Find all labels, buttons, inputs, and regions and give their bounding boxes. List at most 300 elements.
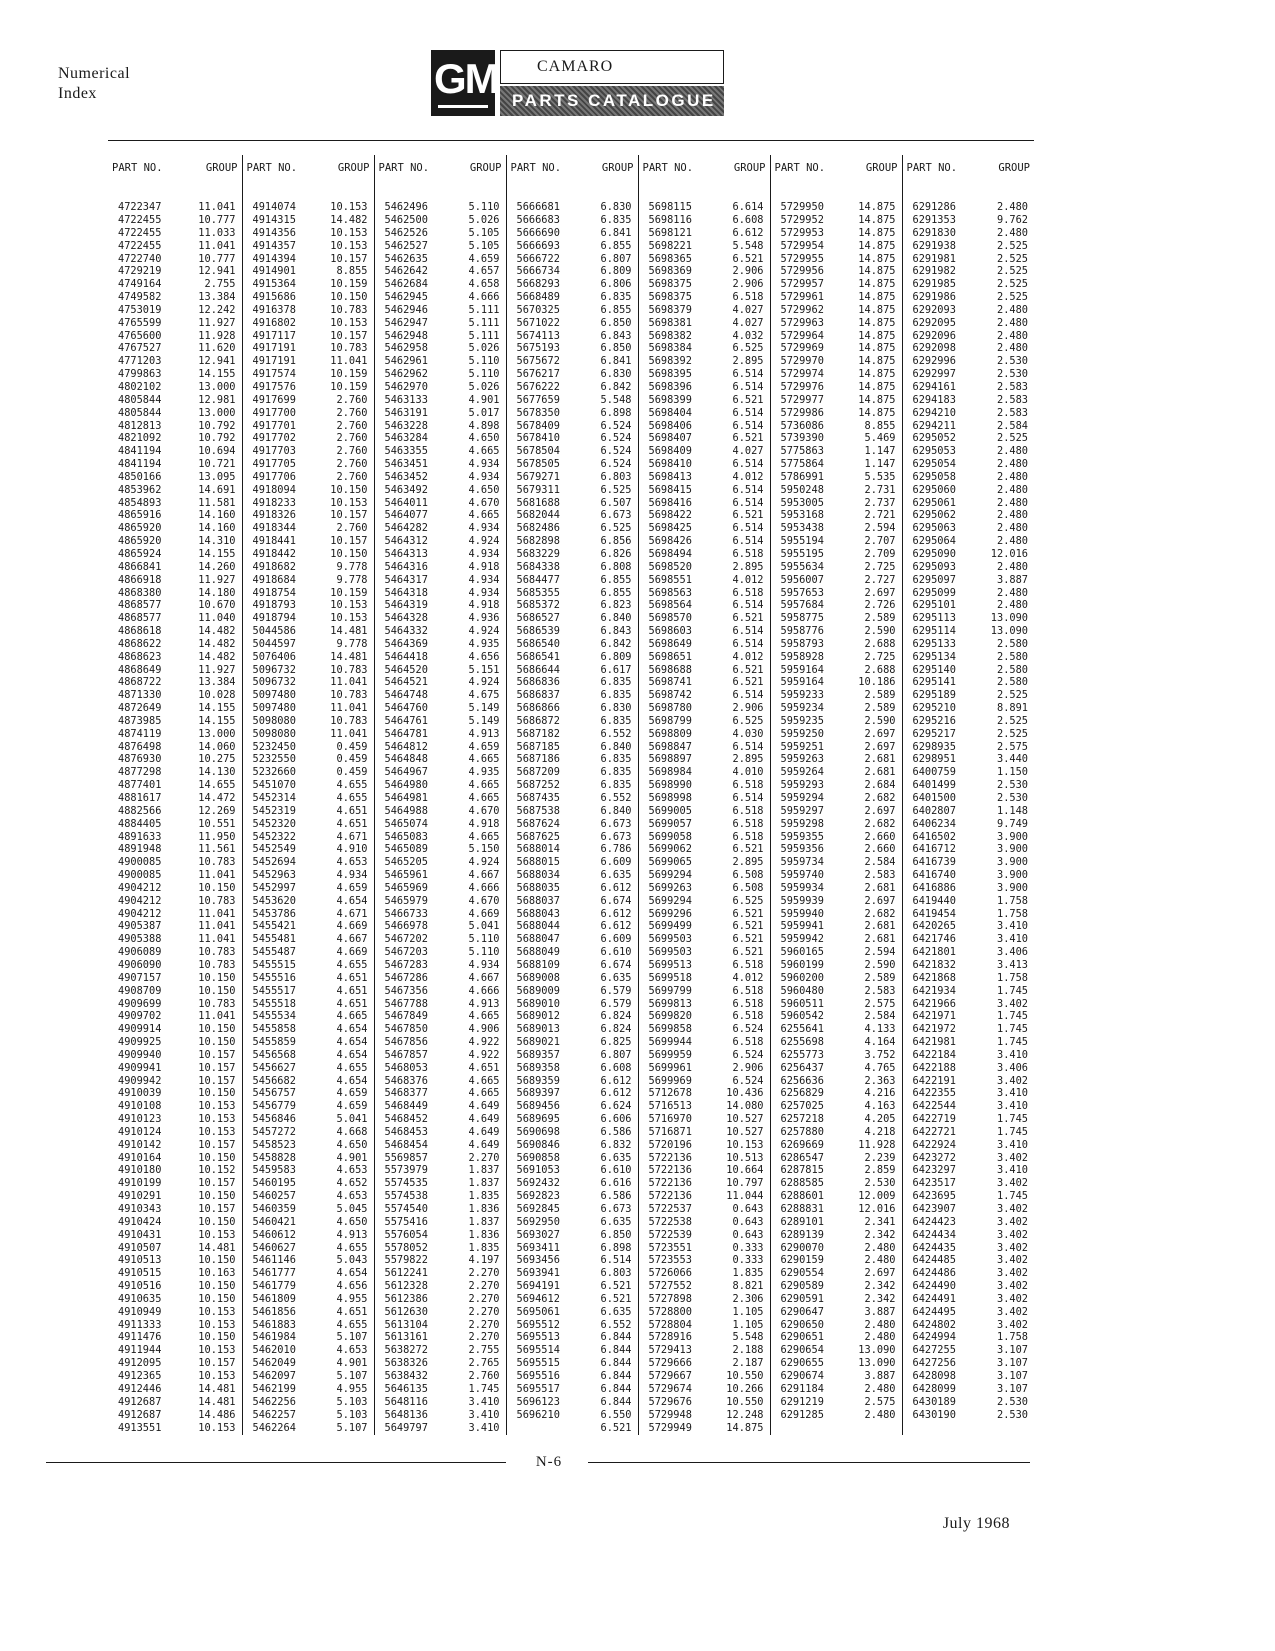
table-row — [108, 535, 1034, 548]
table-row — [108, 638, 1034, 651]
part-number-cell: 5959939 — [770, 895, 842, 908]
part-number-cell: 5698564 — [638, 600, 710, 613]
group-number-cell: 2.480 — [997, 342, 1028, 355]
part-number-cell: 5693411 — [506, 1242, 578, 1255]
group-number-cell: 10.159 — [330, 278, 368, 291]
group-number-cell: 4.924 — [468, 535, 500, 548]
group-number-cell: 6.855 — [600, 573, 632, 586]
part-number-cell: 5574535 — [374, 1178, 446, 1191]
part-number-cell: 5670325 — [506, 304, 578, 317]
part-number-cell: 6295114 — [902, 625, 974, 638]
group-number-cell: 3.900 — [997, 830, 1028, 843]
part-number-cell: 5959356 — [770, 844, 842, 857]
group-number-cell: 14.060 — [198, 740, 236, 753]
group-number-cell: 10.150 — [198, 881, 236, 894]
group-number-cell: 10.664 — [726, 1164, 764, 1177]
part-number-cell: 5950248 — [770, 484, 842, 497]
group-number-cell: 13.090 — [858, 1344, 896, 1357]
table-row — [108, 574, 1034, 587]
part-number-cell: 5678505 — [506, 458, 578, 471]
group-header: GROUP — [205, 162, 238, 174]
group-number-cell: 3.887 — [997, 573, 1028, 586]
part-number-cell: 5455481 — [242, 934, 314, 947]
group-number-cell: 11.041 — [330, 702, 368, 715]
part-number-cell: 6430189 — [902, 1396, 974, 1409]
group-number-cell: 4.205 — [864, 1113, 896, 1126]
table-row — [108, 741, 1034, 754]
group-number-cell: 6.518 — [732, 1036, 764, 1049]
group-number-cell — [974, 1422, 1034, 1435]
part-number-cell: 5468452 — [374, 1113, 446, 1126]
group-number-cell: 2.480 — [997, 560, 1028, 573]
part-number-cell: 5463451 — [374, 458, 446, 471]
part-number-cell: 5698847 — [638, 741, 710, 754]
part-number-cell: 5729674 — [638, 1383, 710, 1396]
table-row — [108, 1268, 1034, 1281]
part-number-cell: 5688034 — [506, 869, 578, 882]
group-number-cell: 2.480 — [864, 1318, 896, 1331]
part-number-cell: 5452694 — [242, 857, 314, 870]
part-number-cell: 6257025 — [770, 1101, 842, 1114]
group-number-cell: 6.507 — [600, 496, 632, 509]
group-number-cell: 14.875 — [858, 252, 896, 265]
part-number-cell: 5462010 — [242, 1345, 314, 1358]
part-number-cell: 4729219 — [118, 265, 162, 278]
group-header: GROUP — [733, 162, 766, 174]
group-number-cell: 4.913 — [468, 727, 500, 740]
table-row — [108, 368, 1034, 381]
group-number-cell: 1.745 — [997, 1125, 1028, 1138]
group-number-cell: 2.760 — [336, 406, 368, 419]
part-number-cell: 6421971 — [902, 1011, 974, 1024]
part-number-cell: 5695515 — [506, 1357, 578, 1370]
part-number-cell: 5465205 — [374, 857, 446, 870]
table-row — [108, 266, 1034, 279]
part-number-cell: 5729962 — [770, 304, 842, 317]
group-number-cell: 10.513 — [726, 1151, 764, 1164]
group-number-cell: 4.654 — [336, 894, 368, 907]
part-number-cell: 6421934 — [902, 985, 974, 998]
group-number-cell: 6.524 — [600, 419, 632, 432]
part-number-cell: 5458828 — [242, 1152, 314, 1165]
part-number-cell: 5958776 — [770, 625, 842, 638]
part-number-cell: 6291285 — [770, 1409, 842, 1422]
group-number-cell: 6.843 — [600, 625, 632, 638]
part-number-cell: 5699296 — [638, 908, 710, 921]
group-number-cell: 6.552 — [600, 727, 632, 740]
group-number-cell: 6.809 — [600, 650, 632, 663]
part-number-cell: 6295217 — [902, 728, 974, 741]
group-number-cell: 6.840 — [600, 804, 632, 817]
group-number-cell: 6.521 — [732, 432, 764, 445]
part-number-cell: 5698369 — [638, 266, 710, 279]
group-number-cell: 0.333 — [732, 1254, 764, 1267]
part-number-cell: 6292096 — [902, 330, 974, 343]
group-number-cell: 6.673 — [600, 830, 632, 843]
part-number-cell: 5959164 — [770, 677, 842, 690]
group-number-cell: 6.518 — [732, 958, 764, 971]
table-row — [108, 1216, 1034, 1229]
part-number-cell: 5678504 — [506, 446, 578, 459]
part-number-cell: 5462526 — [374, 227, 446, 240]
part-number-cell: 4918442 — [242, 548, 314, 561]
part-number-cell: 5456757 — [242, 1088, 314, 1101]
part-number-cell: 5452320 — [242, 818, 314, 831]
group-number-cell: 6.524 — [600, 458, 632, 471]
footer-divider-right — [588, 1462, 1030, 1463]
group-number-cell: 10.153 — [330, 201, 368, 214]
part-number-cell: 4722455 — [118, 239, 162, 252]
group-number-cell: 2.725 — [864, 560, 896, 573]
group-number-cell: 2.575 — [864, 1395, 896, 1408]
group-number-cell: 2.363 — [864, 1074, 896, 1087]
part-number-cell: 5688109 — [506, 959, 578, 972]
group-number-cell: 6.514 — [732, 419, 764, 432]
group-number-cell: 10.153 — [198, 1113, 236, 1126]
group-number-cell: 4.667 — [468, 971, 500, 984]
part-number-cell: 6255641 — [770, 1023, 842, 1036]
group-number-cell: 4.649 — [468, 1125, 500, 1138]
part-number-cell: 4916802 — [242, 317, 314, 330]
group-number-cell: 4.651 — [336, 817, 368, 830]
part-number-cell: 5465074 — [374, 818, 446, 831]
table-row — [108, 625, 1034, 638]
publication-date: July 1968 — [942, 1515, 1010, 1532]
group-number-cell: 13.384 — [198, 676, 236, 689]
part-number-cell: 5688044 — [506, 921, 578, 934]
part-number-cell: 5689357 — [506, 1049, 578, 1062]
table-row — [108, 779, 1034, 792]
numerical-index-table — [108, 155, 1034, 1435]
group-number-cell: 6.514 — [600, 1254, 632, 1267]
group-number-cell: 4.012 — [732, 971, 764, 984]
part-number-cell: 6424485 — [902, 1255, 974, 1268]
group-number-cell: 11.620 — [198, 342, 236, 355]
part-number-cell: 5698780 — [638, 702, 710, 715]
part-number-cell: 5957684 — [770, 600, 842, 613]
table-row — [108, 1370, 1034, 1383]
group-number-cell: 5.151 — [468, 663, 500, 676]
part-number-cell: 5638432 — [374, 1370, 446, 1383]
table-row — [108, 818, 1034, 831]
part-number-cell: 6430190 — [902, 1409, 974, 1422]
group-number-cell: 5.110 — [468, 201, 500, 214]
part-number-cell: 4722347 — [118, 201, 162, 214]
group-number-cell: 10.150 — [198, 1331, 236, 1344]
part-number-cell: 6257218 — [770, 1113, 842, 1126]
table-row — [108, 407, 1034, 420]
group-number-cell: 6.842 — [600, 381, 632, 394]
group-number-cell: 10.157 — [330, 329, 368, 342]
part-number-cell: 5959940 — [770, 908, 842, 921]
part-number-cell: 4868618 — [118, 625, 162, 638]
group-number-cell: 3.887 — [864, 1369, 896, 1382]
group-number-cell: 14.482 — [330, 214, 368, 227]
group-number-cell: 6.514 — [732, 689, 764, 702]
group-number-cell: 6.841 — [600, 226, 632, 239]
group-number-cell: 2.341 — [864, 1215, 896, 1228]
part-number-cell: 6427256 — [902, 1357, 974, 1370]
part-number-cell: 6422924 — [902, 1139, 974, 1152]
table-row — [108, 484, 1034, 497]
part-number-cell: 6291286 — [902, 201, 974, 214]
group-number-cell: 3.402 — [997, 1074, 1028, 1087]
group-number-cell: 2.681 — [864, 881, 896, 894]
group-number-cell: 5.041 — [468, 920, 500, 933]
group-number-cell: 8.855 — [336, 265, 368, 278]
part-number-cell: 5955634 — [770, 561, 842, 574]
part-number-cell: 5959294 — [770, 792, 842, 805]
group-number-cell: 5.043 — [336, 1254, 368, 1267]
group-number-cell: 1.835 — [468, 1190, 500, 1203]
part-number-cell: 4912365 — [118, 1369, 162, 1382]
table-row — [108, 792, 1034, 805]
part-number-cell: 6427255 — [902, 1345, 974, 1358]
part-number-cell — [770, 1422, 842, 1435]
part-number-cell: 4850166 — [118, 470, 162, 483]
group-number-cell: 2.682 — [864, 907, 896, 920]
part-number-cell: 5613104 — [374, 1319, 446, 1332]
group-number-cell: 6.514 — [732, 406, 764, 419]
part-number-cell: 5464521 — [374, 677, 446, 690]
group-number-cell: 4.934 — [468, 522, 500, 535]
group-number-cell: 6.850 — [600, 1228, 632, 1241]
group-number-cell: 2.682 — [864, 792, 896, 805]
group-number-cell: 14.160 — [198, 522, 236, 535]
part-number-cell: 5690846 — [506, 1139, 578, 1152]
part-number-cell: 5687625 — [506, 831, 578, 844]
group-number-cell: 10.150 — [198, 1151, 236, 1164]
group-number-cell: 6.579 — [600, 984, 632, 997]
part-number-cell: 6295189 — [902, 690, 974, 703]
part-number-cell: 5462264 — [242, 1422, 314, 1435]
group-header: GROUP — [865, 162, 898, 174]
part-number-cell: 5687186 — [506, 754, 578, 767]
part-number-cell: 5698121 — [638, 227, 710, 240]
part-number-cell: 4906089 — [118, 946, 162, 959]
group-number-cell: 2.697 — [864, 804, 896, 817]
group-number-cell: 6.832 — [600, 1138, 632, 1151]
part-number-cell: 6402807 — [902, 805, 974, 818]
group-number-cell: 6.673 — [600, 817, 632, 830]
group-number-cell: 14.155 — [198, 547, 236, 560]
part-number-cell: 6288831 — [770, 1203, 842, 1216]
group-number-cell: 4.955 — [336, 1292, 368, 1305]
group-number-cell: 6.521 — [600, 1292, 632, 1305]
part-number-cell: 4918682 — [242, 561, 314, 574]
group-number-cell: 10.153 — [198, 1421, 236, 1434]
part-number-cell: 5694191 — [506, 1280, 578, 1293]
group-number-cell: 11.041 — [198, 1010, 236, 1023]
group-number-cell: 2.270 — [468, 1267, 500, 1280]
part-number-cell: 5689021 — [506, 1036, 578, 1049]
group-number-cell: 10.436 — [726, 1087, 764, 1100]
part-number-cell: 5695061 — [506, 1306, 578, 1319]
group-number-cell: 2.727 — [864, 573, 896, 586]
group-number-cell: 10.797 — [726, 1177, 764, 1190]
table-row — [108, 728, 1034, 741]
group-number-cell: 6.835 — [600, 291, 632, 304]
part-number-cell: 5455859 — [242, 1036, 314, 1049]
part-number-cell: 5699518 — [638, 972, 710, 985]
group-number-cell: 2.580 — [997, 676, 1028, 689]
part-number-cell: 6424423 — [902, 1216, 974, 1229]
part-number-cell: 5687209 — [506, 767, 578, 780]
part-no-header: PART NO. — [242, 155, 314, 181]
part-number-cell: 4915364 — [242, 279, 314, 292]
group-number-cell: 4.934 — [468, 958, 500, 971]
part-number-cell: 5955195 — [770, 548, 842, 561]
part-number-cell: 4917706 — [242, 471, 314, 484]
table-row — [108, 1049, 1034, 1062]
part-number-cell: 4891633 — [118, 830, 162, 843]
part-number-cell: 4912446 — [118, 1382, 162, 1395]
group-number-cell: 10.153 — [198, 1100, 236, 1113]
group-number-cell: 2.859 — [864, 1164, 896, 1177]
group-number-cell: 2.760 — [336, 458, 368, 471]
group-number-cell: 4.651 — [336, 1305, 368, 1318]
group-number-cell: 4.936 — [468, 612, 500, 625]
group-number-cell: 14.875 — [858, 291, 896, 304]
part-number-cell: 6423517 — [902, 1178, 974, 1191]
part-number-cell: 6291985 — [902, 279, 974, 292]
group-number-cell: 13.000 — [198, 406, 236, 419]
group-number-cell: 11.040 — [198, 612, 236, 625]
part-number-cell: 6290647 — [770, 1306, 842, 1319]
part-number-cell: 4910949 — [118, 1305, 162, 1318]
group-number-cell: 11.041 — [330, 676, 368, 689]
part-number-cell: 4918344 — [242, 523, 314, 536]
group-number-cell: 10.783 — [330, 303, 368, 316]
part-number-cell: 5699058 — [638, 831, 710, 844]
part-number-cell: 5460627 — [242, 1242, 314, 1255]
part-number-cell: 5576054 — [374, 1229, 446, 1242]
group-number-cell: 1.105 — [732, 1305, 764, 1318]
part-number-cell: 4914074 — [242, 201, 314, 214]
group-number-cell: 3.402 — [997, 1305, 1028, 1318]
table-row — [108, 1396, 1034, 1409]
group-number-cell: 6.514 — [732, 535, 764, 548]
part-number-cell: 5675193 — [506, 343, 578, 356]
table-row — [108, 1306, 1034, 1319]
part-number-cell: 5698422 — [638, 510, 710, 523]
group-number-cell: 6.824 — [600, 1023, 632, 1036]
group-number-cell: 6.524 — [732, 1074, 764, 1087]
part-number-cell: 4865920 — [118, 535, 162, 548]
part-number-cell: 4872649 — [118, 702, 162, 715]
part-number-cell: 4910124 — [118, 1125, 162, 1138]
group-number-cell: 0.459 — [336, 766, 368, 779]
group-number-cell: 3.410 — [997, 1138, 1028, 1151]
group-number-cell: 2.721 — [864, 509, 896, 522]
part-number-cell: 5729666 — [638, 1357, 710, 1370]
part-number-cell: 6422191 — [902, 1075, 974, 1088]
part-number-cell: 5688037 — [506, 895, 578, 908]
part-number-cell: 6424491 — [902, 1293, 974, 1306]
part-number-cell: 5689397 — [506, 1088, 578, 1101]
part-number-cell: 4918754 — [242, 587, 314, 600]
group-number-cell: 2.480 — [997, 509, 1028, 522]
part-number-cell: 5684477 — [506, 574, 578, 587]
part-number-cell: 5464319 — [374, 600, 446, 613]
part-number-cell: 4874119 — [118, 727, 162, 740]
part-number-cell: 5685355 — [506, 587, 578, 600]
part-number-cell: 5959298 — [770, 818, 842, 831]
table-row — [108, 227, 1034, 240]
group-number-cell: 4.924 — [468, 676, 500, 689]
part-number-cell: 5698410 — [638, 458, 710, 471]
group-number-cell: 3.402 — [997, 1254, 1028, 1267]
part-number-cell: 5455858 — [242, 1023, 314, 1036]
group-number-cell: 2.270 — [468, 1305, 500, 1318]
part-number-cell: 6295053 — [902, 446, 974, 459]
part-number-cell: 4908709 — [118, 984, 162, 997]
group-number-cell: 4.649 — [468, 1100, 500, 1113]
part-number-cell: 6423695 — [902, 1190, 974, 1203]
part-number-cell: 6295099 — [902, 587, 974, 600]
group-number-cell: 2.525 — [997, 727, 1028, 740]
group-number-cell: 6.552 — [600, 1318, 632, 1331]
part-number-cell: 5698494 — [638, 548, 710, 561]
group-number-cell: 10.157 — [330, 535, 368, 548]
part-number-cell: 5463284 — [374, 433, 446, 446]
group-number-cell: 6.521 — [600, 1421, 632, 1434]
part-number-cell: 5462049 — [242, 1357, 314, 1370]
group-number-cell: 2.187 — [732, 1357, 764, 1370]
group-number-cell: 4.671 — [336, 830, 368, 843]
group-number-cell: 6.635 — [600, 1151, 632, 1164]
part-number-cell: 5464967 — [374, 767, 446, 780]
part-number-cell: 6423907 — [902, 1203, 974, 1216]
group-number-cell: 6.616 — [600, 1177, 632, 1190]
part-no-header: PART NO. — [506, 155, 578, 181]
part-number-cell: 4884405 — [118, 817, 162, 830]
table-row — [108, 1422, 1034, 1435]
part-number-cell: 5959263 — [770, 754, 842, 767]
part-number-cell: 5960165 — [770, 946, 842, 959]
group-number-cell: 10.266 — [726, 1382, 764, 1395]
part-number-cell: 5452322 — [242, 831, 314, 844]
group-number-cell: 6.508 — [732, 869, 764, 882]
part-number-cell: 4909942 — [118, 1074, 162, 1087]
part-number-cell: 4912687 — [118, 1395, 162, 1408]
part-number-cell: 5573979 — [374, 1165, 446, 1178]
part-number-cell: 5461809 — [242, 1293, 314, 1306]
table-row — [108, 805, 1034, 818]
part-number-cell: 4866918 — [118, 573, 162, 586]
table-row — [108, 972, 1034, 985]
group-number-cell: 6.856 — [600, 535, 632, 548]
group-number-cell: 6.635 — [600, 1305, 632, 1318]
part-number-cell: 4914357 — [242, 240, 314, 253]
part-number-cell: 5076406 — [242, 651, 314, 664]
part-number-cell: 4876930 — [118, 753, 162, 766]
part-number-cell: 5689358 — [506, 1062, 578, 1075]
part-number-cell: 4866841 — [118, 560, 162, 573]
group-number-cell: 4.656 — [336, 1280, 368, 1293]
part-number-cell: 4917703 — [242, 446, 314, 459]
group-number-cell: 12.941 — [198, 355, 236, 368]
part-number-cell: 5649797 — [374, 1422, 446, 1435]
part-number-cell: 4910424 — [118, 1215, 162, 1228]
group-number-cell: 4.669 — [468, 907, 500, 920]
table-row — [108, 600, 1034, 613]
part-number-cell: 6291219 — [770, 1396, 842, 1409]
group-number-cell: 3.900 — [997, 856, 1028, 869]
group-number-cell: 6.525 — [600, 522, 632, 535]
group-number-cell: 4.667 — [336, 933, 368, 946]
group-number-cell: 13.095 — [198, 470, 236, 483]
